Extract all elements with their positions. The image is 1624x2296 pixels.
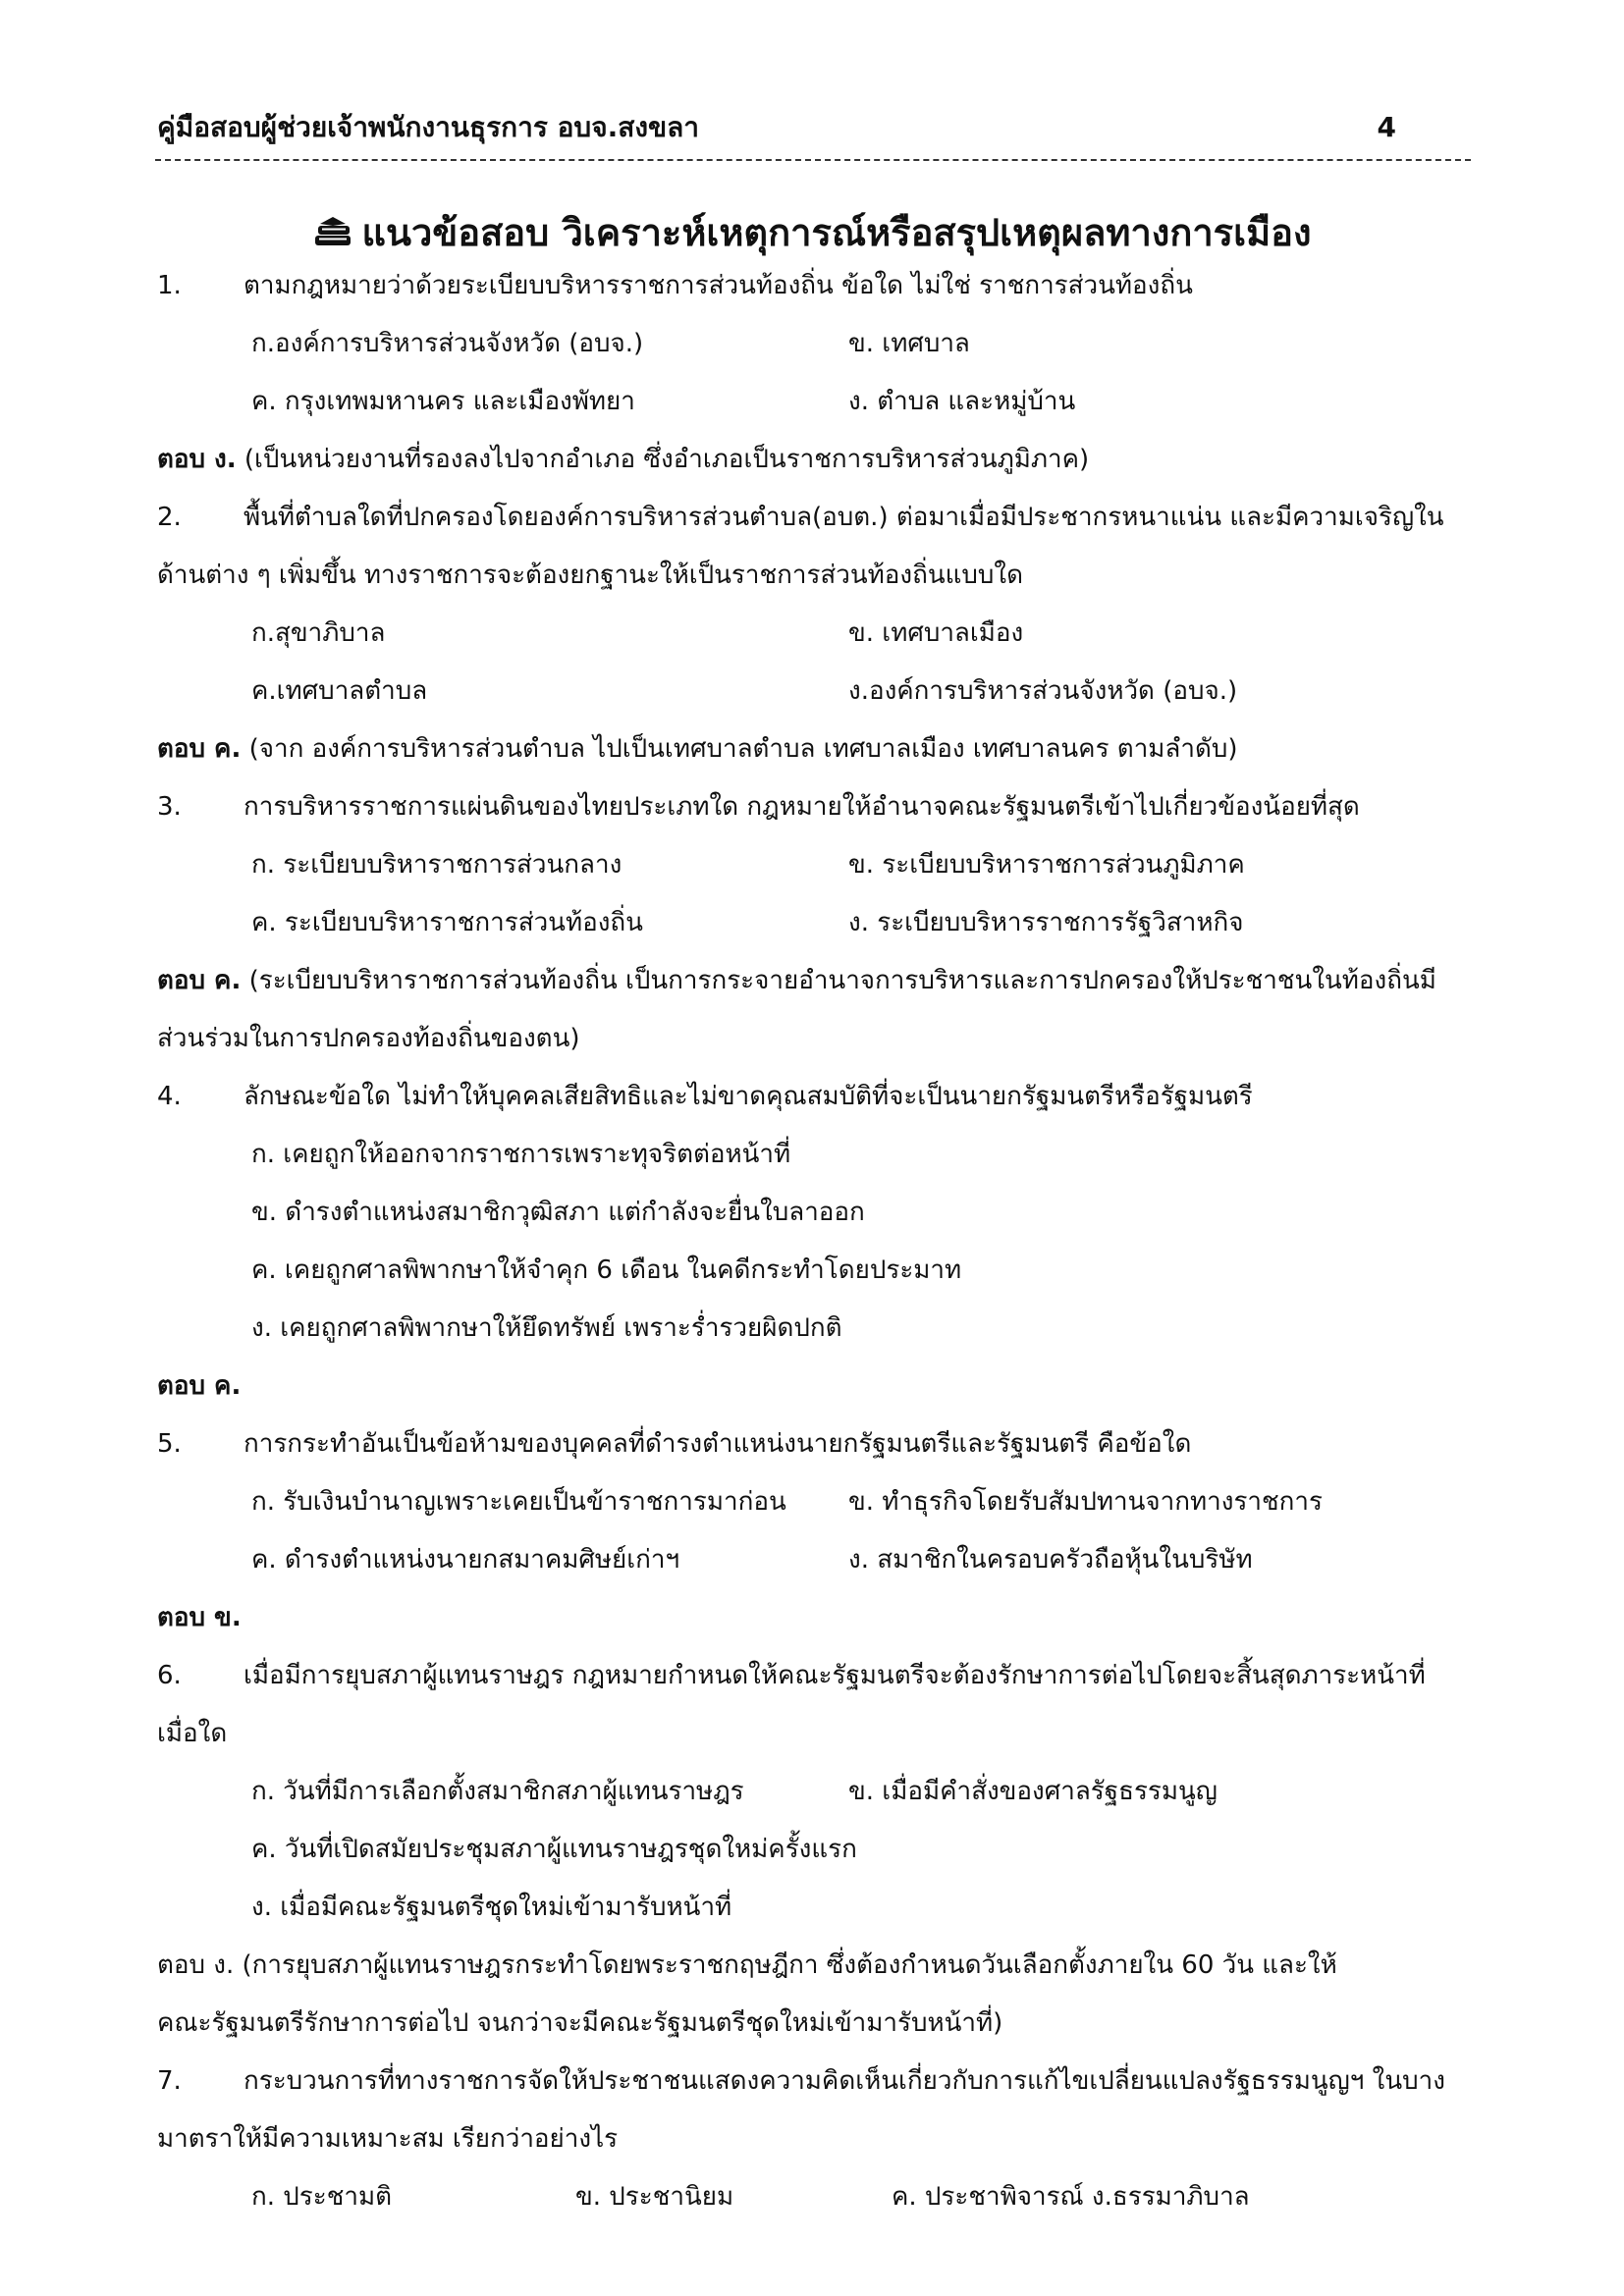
question-6 — [157, 1647, 1512, 1705]
options-row — [157, 315, 1512, 373]
question-text: ลักษณะข้อใด ไม่ทำให้บุคคลเสียสิทธิและไม่ขาดคุณสมบัติที่จะเป็นนายกรัฐมนตรีหรือรัฐมนตรี — [244, 1082, 1253, 1111]
options-row — [157, 1473, 1512, 1531]
question-4 — [157, 1068, 1512, 1126]
question-1 — [157, 257, 1512, 315]
option-d: ง.องค์การบริหารส่วนจังหวัด (อบจ.) — [848, 676, 1238, 706]
books-icon — [312, 214, 353, 258]
option-d: ง. ตำบล และหมู่บ้าน — [848, 387, 1076, 416]
section-title-text: แนวข้อสอบ วิเคราะห์เหตุการณ์หรือสรุปเหตุผลทางการเมือง — [361, 211, 1312, 254]
answer-label: ตอบ ง. — [157, 1950, 235, 1980]
question-text: พื้นที่ตำบลใดที่ปกครองโดยองค์การบริหารส่วนตำบล(อบต.) ต่อมาเมื่อมีประชากรหนาแน่น และมีความเจริญใน — [244, 503, 1444, 532]
options-row — [157, 373, 1512, 431]
option-b: ข. ดำรงตำแหน่งสมาชิกวุฒิสภา แต่กำลังจะยื่นใบลาออก — [251, 1198, 865, 1227]
question-text: การกระทำอันเป็นข้อห้ามของบุคคลที่ดำรงตำแหน่งนายกรัฐมนตรีและรัฐมนตรี คือข้อใด — [244, 1429, 1192, 1459]
option-b: ข. ทำธุรกิจโดยรับสัมปทานจากทางราชการ — [848, 1487, 1323, 1517]
question-text-continued: เมื่อใด — [157, 1719, 228, 1748]
answer-explanation-continued: คณะรัฐมนตรีรักษาการต่อไป จนกว่าจะมีคณะรัฐมนตรีชุดใหม่เข้ามารับหน้าที่) — [157, 2008, 1003, 2038]
option-a: ก. เคยถูกให้ออกจากราชการเพราะทุจริตต่อหน้าที่ — [251, 1140, 791, 1169]
page-number: 4 — [1377, 111, 1396, 143]
answer-label: ตอบ ค. — [157, 1371, 242, 1401]
options-row — [157, 894, 1512, 952]
question-number: 3. — [157, 792, 182, 822]
answer — [157, 1589, 1512, 1647]
question-text: การบริหารราชการแผ่นดินของไทยประเภทใด กฎหมายให้อำนาจคณะรัฐมนตรีเข้าไปเกี่ยวข้องน้อยที่สุด — [244, 792, 1360, 822]
question-text-continued: มาตราให้มีความเหมาะสม เรียกว่าอย่างไร — [157, 2124, 619, 2154]
answer-explanation: (ระเบียบบริหาราชการส่วนท้องถิ่น เป็นการกระจายอำนาจการบริหารและการปกครองให้ประชาชนในท้องถิ่นมี — [241, 966, 1436, 995]
question-7 — [157, 2053, 1512, 2110]
options-row — [157, 2168, 1512, 2226]
option-b: ข. เมื่อมีคำสั่งของศาลรัฐธรรมนูญ — [848, 1777, 1218, 1806]
question-number: 2. — [157, 503, 182, 532]
option-c: ค. วันที่เปิดสมัยประชุมสภาผู้แทนราษฎรชุดใหม่ครั้งแรก — [251, 1835, 857, 1864]
options-row — [157, 836, 1512, 894]
answer-explanation: (การยุบสภาผู้แทนราษฎรกระทำโดยพระราชกฤษฎีกา ซึ่งต้องกำหนดวันเลือกตั้งภายใน 60 วัน และให้ — [234, 1950, 1337, 1980]
question-3 — [157, 778, 1512, 836]
option-c: ค. เคยถูกศาลพิพากษาให้จำคุก 6 เดือน ในคดีกระทำโดยประมาท — [251, 1255, 962, 1285]
answer-label: ตอบ ค. — [157, 966, 242, 995]
answer — [157, 721, 1512, 778]
question-number: 6. — [157, 1661, 182, 1690]
question-number: 5. — [157, 1429, 182, 1459]
option-b: ข. ระเบียบบริหาราชการส่วนภูมิภาค — [848, 850, 1245, 880]
option-c: ค. ระเบียบบริหาราชการส่วนท้องถิ่น — [251, 908, 643, 937]
question-5 — [157, 1415, 1512, 1473]
option-a: ก. วันที่มีการเลือกตั้งสมาชิกสภาผู้แทนราษฎร — [251, 1777, 744, 1806]
option-d: ง. สมาชิกในครอบครัวถือหุ้นในบริษัท — [848, 1545, 1253, 1575]
option-d: ง. เมื่อมีคณะรัฐมนตรีชุดใหม่เข้ามารับหน้าที่ — [251, 1893, 732, 1922]
option-b: ข. ประชานิยม — [575, 2182, 734, 2212]
options-row — [157, 1531, 1512, 1589]
questions — [157, 257, 1512, 2226]
option-a: ก. ระเบียบบริหาราชการส่วนกลาง — [251, 850, 623, 880]
options-row — [157, 663, 1512, 721]
question-text: กระบวนการที่ทางราชการจัดให้ประชาชนแสดงความคิดเห็นเกี่ยวกับการแก้ไขเปลี่ยนแปลงรัฐธรรมนูญฯ ในบาง — [244, 2066, 1445, 2096]
option-d: ง. เคยถูกศาลพิพากษาให้ยึดทรัพย์ เพราะร่ำรวยผิดปกติ — [251, 1313, 842, 1343]
answer-label: ตอบ ง. — [157, 445, 237, 474]
answer-label: ตอบ ค. — [157, 734, 242, 764]
question-text-continued: ด้านต่าง ๆ เพิ่มขึ้น ทางราชการจะต้องยกฐานะให้เป็นราชการส่วนท้องถิ่นแบบใด — [157, 561, 1023, 590]
page-header — [157, 106, 1396, 149]
option-a: ก. รับเงินบำนาญเพราะเคยเป็นข้าราชการมาก่อน — [251, 1487, 786, 1517]
option-c: ค. ดำรงตำแหน่งนายกสมาคมศิษย์เก่าฯ — [251, 1545, 680, 1575]
options-row — [157, 605, 1512, 663]
header-title: คู่มือสอบผู้ช่วยเจ้าพนักงานธุรการ อบจ.สงขลา — [157, 111, 700, 143]
option-b: ข. เทศบาลเมือง — [848, 618, 1024, 648]
option-c-d: ค. ประชาพิจารณ์ ง.ธรรมาภิบาล — [892, 2182, 1250, 2212]
answer-explanation: (จาก องค์การบริหารส่วนตำบล ไปเป็นเทศบาลตำบล เทศบาลเมือง เทศบาลนคร ตามลำดับ) — [241, 734, 1238, 764]
answer — [157, 1937, 1512, 1995]
option-b: ข. เทศบาล — [848, 329, 970, 358]
question-number: 7. — [157, 2066, 182, 2096]
answer-explanation-continued: ส่วนร่วมในการปกครองท้องถิ่นของตน) — [157, 1024, 580, 1053]
options-row — [157, 1763, 1512, 1821]
option-c: ค.เทศบาลตำบล — [251, 676, 428, 706]
option-c: ค. กรุงเทพมหานคร และเมืองพัทยา — [251, 387, 635, 416]
answer — [157, 431, 1512, 489]
section-title — [0, 202, 1624, 262]
header-divider — [155, 159, 1471, 161]
option-a: ก.สุขาภิบาล — [251, 618, 386, 648]
question-text: ตามกฎหมายว่าด้วยระเบียบบริหารราชการส่วนท้องถิ่น ข้อใด ไม่ใช่ ราชการส่วนท้องถิ่น — [244, 271, 1193, 300]
answer — [157, 1358, 1512, 1415]
option-a: ก. ประชามติ — [251, 2182, 392, 2212]
option-d: ง. ระเบียบบริหารราชการรัฐวิสาหกิจ — [848, 908, 1244, 937]
question-number: 1. — [157, 271, 182, 300]
question-2 — [157, 489, 1512, 547]
answer-explanation: (เป็นหน่วยงานที่รองลงไปจากอำเภอ ซึ่งอำเภอเป็นราชการบริหารส่วนภูมิภาค) — [236, 445, 1090, 474]
question-text: เมื่อมีการยุบสภาผู้แทนราษฎร กฎหมายกำหนดให้คณะรัฐมนตรีจะต้องรักษาการต่อไปโดยจะสิ้นสุดภาระหน้าที่ — [244, 1661, 1426, 1690]
question-number: 4. — [157, 1082, 182, 1111]
answer — [157, 952, 1512, 1010]
answer-label: ตอบ ข. — [157, 1603, 242, 1632]
option-a: ก.องค์การบริหารส่วนจังหวัด (อบจ.) — [251, 329, 644, 358]
